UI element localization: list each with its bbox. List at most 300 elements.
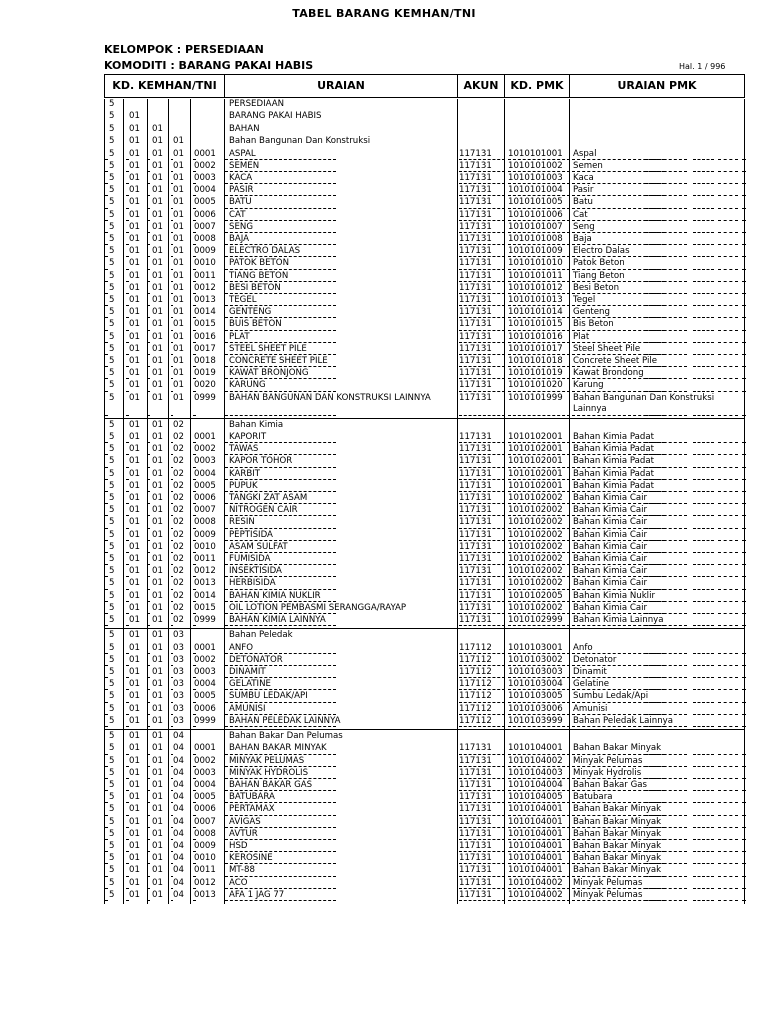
row-rule bbox=[148, 378, 150, 379]
cell: Bahan Bakar Minyak bbox=[573, 828, 662, 839]
cell: 03 bbox=[173, 715, 184, 726]
cell: 117112 bbox=[459, 642, 492, 653]
row-rule bbox=[718, 159, 738, 160]
row-rule bbox=[225, 625, 336, 626]
row-rule bbox=[126, 714, 129, 715]
cell: 02 bbox=[173, 554, 184, 564]
cell: 117131 bbox=[459, 541, 492, 552]
row-rule bbox=[459, 256, 505, 257]
row-rule bbox=[508, 305, 570, 306]
cell: 02 bbox=[173, 590, 184, 601]
cell: 0002 bbox=[194, 755, 216, 766]
cell: 01 bbox=[152, 792, 163, 803]
cell: BAHAN PELEDAK LAINNYA bbox=[229, 715, 341, 726]
cell: 5 bbox=[109, 630, 115, 641]
table-row bbox=[104, 469, 768, 481]
row-rule bbox=[572, 702, 687, 703]
row-rule bbox=[225, 467, 336, 468]
row-rule bbox=[693, 293, 714, 294]
cell: 117131 bbox=[459, 331, 492, 342]
row-rule bbox=[508, 293, 570, 294]
row-rule bbox=[693, 888, 714, 889]
row-rule bbox=[225, 714, 336, 715]
row-rule bbox=[718, 778, 738, 779]
row-rule bbox=[148, 442, 150, 443]
cell: 01 bbox=[173, 136, 184, 147]
column-line bbox=[224, 99, 225, 904]
row-rule bbox=[459, 888, 505, 889]
cell: 5 bbox=[109, 480, 115, 491]
cell: 5 bbox=[109, 295, 115, 305]
cell: 5 bbox=[109, 642, 115, 653]
table-row bbox=[104, 829, 768, 841]
cell: SENG bbox=[229, 221, 253, 232]
cell: 1010104002 bbox=[508, 877, 563, 888]
table-row bbox=[104, 804, 768, 816]
row-rule bbox=[459, 702, 505, 703]
row-rule bbox=[148, 665, 150, 666]
row-rule bbox=[126, 515, 129, 516]
row-rule bbox=[126, 330, 129, 331]
cell: Minyak Pelumas bbox=[573, 755, 643, 766]
cell: Batubara bbox=[573, 792, 613, 803]
cell: 0020 bbox=[194, 380, 216, 391]
row-rule bbox=[718, 354, 738, 355]
row-rule bbox=[126, 778, 129, 779]
cell: 01 bbox=[129, 356, 140, 366]
row-rule bbox=[693, 839, 714, 840]
cell: 01 bbox=[129, 295, 140, 305]
cell: 01 bbox=[129, 234, 140, 244]
row-rule bbox=[459, 467, 505, 468]
row-rule bbox=[508, 851, 570, 852]
cell: 04 bbox=[173, 731, 184, 741]
cell: 04 bbox=[173, 865, 184, 876]
cell: 01 bbox=[129, 444, 140, 455]
row-rule bbox=[225, 827, 336, 828]
cell: 01 bbox=[152, 517, 163, 528]
row-rule bbox=[225, 653, 336, 654]
row-rule bbox=[126, 220, 129, 221]
row-rule bbox=[572, 790, 687, 791]
table-row bbox=[104, 716, 768, 728]
row-rule bbox=[148, 900, 150, 901]
cell: ELECTRO DALAS bbox=[229, 246, 301, 257]
row-rule bbox=[193, 281, 196, 282]
cell: 01 bbox=[152, 780, 163, 790]
cell: 1010103006 bbox=[508, 703, 563, 714]
row-rule bbox=[171, 503, 173, 504]
row-rule bbox=[148, 876, 150, 877]
cell: 1010102002 bbox=[508, 554, 563, 564]
row-rule bbox=[126, 876, 129, 877]
cell: 1010102001 bbox=[508, 480, 563, 491]
cell: Tegel bbox=[573, 295, 596, 305]
group-header-row bbox=[104, 136, 768, 148]
cell: 1010101013 bbox=[508, 295, 563, 305]
row-rule bbox=[171, 815, 173, 816]
header-uraian-pmk: URAIAN PMK bbox=[617, 79, 697, 92]
row-rule bbox=[572, 491, 687, 492]
row-rule bbox=[193, 528, 196, 529]
table-row bbox=[104, 246, 768, 258]
row-rule bbox=[148, 564, 150, 565]
row-rule bbox=[126, 503, 129, 504]
cell: 117131 bbox=[459, 368, 492, 379]
row-rule bbox=[225, 589, 336, 590]
row-rule bbox=[693, 790, 714, 791]
row-rule bbox=[193, 208, 196, 209]
row-rule bbox=[718, 625, 738, 626]
row-rule bbox=[459, 159, 505, 160]
row-rule bbox=[693, 802, 714, 803]
cell: 5 bbox=[109, 877, 115, 888]
row-rule bbox=[718, 802, 738, 803]
table-row bbox=[104, 554, 768, 566]
row-rule bbox=[459, 790, 505, 791]
row-rule bbox=[508, 515, 570, 516]
row-rule bbox=[171, 330, 173, 331]
row-rule bbox=[508, 552, 570, 553]
cell: 01 bbox=[152, 841, 163, 851]
cell: 01 bbox=[152, 148, 163, 159]
cell: 01 bbox=[152, 828, 163, 839]
row-rule bbox=[225, 702, 336, 703]
cell: 117131 bbox=[459, 493, 492, 503]
row-rule bbox=[718, 479, 738, 480]
row-rule bbox=[193, 876, 196, 877]
row-rule bbox=[171, 839, 173, 840]
cell: Bahan Kimia bbox=[229, 419, 284, 430]
row-rule bbox=[126, 159, 129, 160]
table-row bbox=[104, 817, 768, 829]
row-rule bbox=[508, 171, 570, 172]
group-header-row bbox=[104, 630, 768, 642]
cell: BUIS BETON bbox=[229, 319, 282, 330]
row-rule bbox=[225, 378, 336, 379]
row-rule bbox=[572, 293, 687, 294]
row-rule bbox=[508, 528, 570, 529]
cell: 0008 bbox=[194, 517, 216, 528]
row-rule bbox=[693, 625, 714, 626]
column-line bbox=[123, 99, 124, 904]
row-rule bbox=[193, 677, 196, 678]
cell: 01 bbox=[152, 246, 163, 257]
cell: 117131 bbox=[459, 356, 492, 366]
cell: 01 bbox=[129, 715, 140, 726]
row-rule bbox=[193, 354, 196, 355]
row-rule bbox=[193, 900, 196, 901]
row-rule bbox=[508, 726, 570, 727]
row-rule bbox=[193, 851, 196, 852]
row-rule bbox=[148, 195, 150, 196]
column-line bbox=[168, 99, 169, 904]
cell: 5 bbox=[109, 780, 115, 790]
row-rule bbox=[508, 827, 570, 828]
cell: Bahan Kimia Lainnya bbox=[573, 615, 664, 625]
row-rule bbox=[572, 589, 687, 590]
row-rule bbox=[645, 479, 665, 480]
row-rule bbox=[718, 195, 738, 196]
row-rule bbox=[148, 714, 150, 715]
row-rule bbox=[645, 305, 665, 306]
cell: 5 bbox=[109, 111, 115, 122]
row-rule bbox=[193, 766, 196, 767]
row-rule bbox=[459, 528, 505, 529]
row-rule bbox=[459, 515, 505, 516]
row-rule bbox=[718, 342, 738, 343]
row-rule bbox=[508, 354, 570, 355]
row-rule bbox=[693, 515, 714, 516]
cell: 117131 bbox=[459, 197, 492, 208]
row-rule bbox=[572, 195, 687, 196]
row-rule bbox=[148, 330, 150, 331]
row-rule bbox=[572, 576, 687, 577]
cell: 0007 bbox=[194, 221, 216, 232]
row-rule bbox=[508, 208, 570, 209]
row-rule bbox=[572, 900, 687, 901]
cell: 117131 bbox=[459, 792, 492, 803]
cell: PEPTISIDA bbox=[229, 529, 273, 540]
row-rule bbox=[225, 677, 336, 678]
cell: 01 bbox=[129, 780, 140, 790]
cell: Lainnya bbox=[573, 403, 607, 414]
cell: 0005 bbox=[194, 197, 216, 208]
table-row bbox=[104, 197, 768, 209]
cell: Plat bbox=[573, 331, 590, 342]
cell: Concrete Sheet Pile bbox=[573, 356, 658, 366]
cell: 01 bbox=[152, 307, 163, 318]
row-rule bbox=[645, 195, 665, 196]
row-rule bbox=[225, 415, 336, 416]
cell: 117131 bbox=[459, 380, 492, 391]
row-rule bbox=[225, 601, 336, 602]
row-rule bbox=[645, 827, 665, 828]
row-rule bbox=[126, 766, 129, 767]
row-rule bbox=[148, 467, 150, 468]
cell: ACO bbox=[229, 877, 248, 888]
row-rule bbox=[693, 269, 714, 270]
cell: 01 bbox=[129, 480, 140, 491]
table-header bbox=[104, 74, 745, 98]
cell: 117131 bbox=[459, 234, 492, 244]
row-rule bbox=[193, 863, 196, 864]
table-row bbox=[104, 691, 768, 703]
row-rule bbox=[693, 528, 714, 529]
row-rule bbox=[572, 244, 687, 245]
row-rule bbox=[718, 330, 738, 331]
cell: 01 bbox=[152, 432, 163, 442]
cell: 1010102002 bbox=[508, 578, 563, 589]
cell: 117131 bbox=[459, 804, 492, 815]
cell: 5 bbox=[109, 804, 115, 815]
page-number: Hal. 1 / 996 bbox=[679, 62, 726, 71]
row-rule bbox=[193, 601, 196, 602]
row-rule bbox=[693, 281, 714, 282]
cell: 0012 bbox=[194, 566, 216, 577]
table-row bbox=[104, 149, 768, 161]
row-rule bbox=[645, 183, 665, 184]
row-rule bbox=[148, 827, 150, 828]
row-rule bbox=[572, 613, 687, 614]
row-rule bbox=[148, 851, 150, 852]
cell: 01 bbox=[152, 319, 163, 330]
row-rule bbox=[718, 305, 738, 306]
row-rule bbox=[693, 863, 714, 864]
row-rule bbox=[718, 442, 738, 443]
cell: 5 bbox=[109, 517, 115, 528]
row-rule bbox=[572, 851, 687, 852]
cell: 01 bbox=[129, 615, 140, 625]
row-rule bbox=[645, 366, 665, 367]
cell: 01 bbox=[152, 615, 163, 625]
row-rule bbox=[459, 366, 505, 367]
cell: 01 bbox=[152, 889, 163, 900]
cell: 117131 bbox=[459, 209, 492, 220]
row-rule bbox=[148, 503, 150, 504]
cell: 04 bbox=[173, 853, 184, 864]
row-rule bbox=[459, 454, 505, 455]
cell: 5 bbox=[109, 554, 115, 564]
cell: 01 bbox=[152, 877, 163, 888]
row-rule bbox=[645, 766, 665, 767]
cell: Amunisi bbox=[573, 703, 608, 714]
cell: 117131 bbox=[459, 221, 492, 232]
cell: Bahan Kimia Padat bbox=[573, 456, 654, 467]
cell: 117131 bbox=[459, 456, 492, 467]
row-rule bbox=[126, 754, 129, 755]
row-rule bbox=[645, 815, 665, 816]
cell: 117112 bbox=[459, 703, 492, 714]
cell: TAWAS bbox=[229, 444, 259, 455]
row-rule bbox=[508, 815, 570, 816]
cell: 1010104004 bbox=[508, 780, 563, 790]
cell: 01 bbox=[152, 602, 163, 613]
row-rule bbox=[148, 613, 150, 614]
row-rule bbox=[718, 900, 738, 901]
cell: 03 bbox=[173, 630, 184, 641]
row-rule bbox=[459, 589, 505, 590]
cell: 04 bbox=[173, 816, 184, 827]
cell: 117131 bbox=[459, 578, 492, 589]
table-row bbox=[104, 210, 768, 222]
table-row bbox=[104, 756, 768, 768]
row-rule bbox=[171, 653, 173, 654]
cell: 03 bbox=[173, 642, 184, 653]
cell: 117131 bbox=[459, 853, 492, 864]
row-rule bbox=[718, 888, 738, 889]
table-row bbox=[104, 444, 768, 456]
cell: 01 bbox=[152, 630, 163, 641]
row-rule bbox=[693, 815, 714, 816]
row-rule bbox=[459, 564, 505, 565]
row-rule bbox=[718, 863, 738, 864]
cell: 1010103001 bbox=[508, 642, 563, 653]
cell: 5 bbox=[109, 368, 115, 379]
cell: 01 bbox=[173, 282, 184, 293]
row-rule bbox=[572, 330, 687, 331]
cell: 0011 bbox=[194, 865, 216, 876]
row-rule bbox=[572, 515, 687, 516]
row-rule bbox=[645, 653, 665, 654]
cell: 03 bbox=[173, 703, 184, 714]
cell: 5 bbox=[109, 615, 115, 625]
cell: 1010101005 bbox=[508, 197, 563, 208]
row-rule bbox=[645, 528, 665, 529]
row-rule bbox=[225, 564, 336, 565]
cell: 0999 bbox=[194, 615, 216, 625]
row-rule bbox=[508, 677, 570, 678]
cell: 1010102002 bbox=[508, 541, 563, 552]
cell: 01 bbox=[152, 804, 163, 815]
cell: 01 bbox=[129, 755, 140, 766]
row-rule bbox=[572, 665, 687, 666]
cell: 1010101010 bbox=[508, 258, 563, 269]
row-rule bbox=[126, 653, 129, 654]
row-rule bbox=[126, 613, 129, 614]
row-rule bbox=[171, 863, 173, 864]
cell: 117131 bbox=[459, 319, 492, 330]
row-rule bbox=[126, 305, 129, 306]
cell: Bahan Kimia Cair bbox=[573, 554, 648, 564]
cell: 01 bbox=[129, 792, 140, 803]
row-rule bbox=[193, 702, 196, 703]
row-rule bbox=[693, 454, 714, 455]
row-rule bbox=[572, 503, 687, 504]
cell: 01 bbox=[152, 865, 163, 876]
group-separator bbox=[104, 628, 745, 629]
table-row bbox=[104, 591, 768, 603]
cell: Bahan Kimia Cair bbox=[573, 602, 648, 613]
row-rule bbox=[193, 839, 196, 840]
cell: 0017 bbox=[194, 343, 216, 354]
cell: 5 bbox=[109, 432, 115, 442]
table-row bbox=[104, 356, 768, 368]
row-rule bbox=[126, 491, 129, 492]
row-rule bbox=[572, 183, 687, 184]
row-rule bbox=[171, 305, 173, 306]
row-rule bbox=[645, 778, 665, 779]
row-rule bbox=[225, 195, 336, 196]
row-rule bbox=[171, 552, 173, 553]
cell: 117131 bbox=[459, 258, 492, 269]
cell: 117131 bbox=[459, 755, 492, 766]
row-rule bbox=[148, 702, 150, 703]
cell: 5 bbox=[109, 419, 115, 430]
cell: 0013 bbox=[194, 578, 216, 589]
table-row bbox=[104, 493, 768, 505]
row-rule bbox=[148, 515, 150, 516]
row-rule bbox=[148, 305, 150, 306]
row-rule bbox=[193, 613, 196, 614]
row-rule bbox=[193, 269, 196, 270]
row-rule bbox=[193, 442, 196, 443]
cell: 01 bbox=[152, 529, 163, 540]
cell: 01 bbox=[129, 667, 140, 677]
cell: MINYAK PELUMAS bbox=[229, 755, 305, 766]
cell: 01 bbox=[152, 667, 163, 677]
row-rule bbox=[508, 689, 570, 690]
cell: PERTAMAX bbox=[229, 804, 275, 815]
cell: 1010103002 bbox=[508, 654, 563, 665]
row-rule bbox=[508, 330, 570, 331]
row-rule bbox=[459, 220, 505, 221]
header-uraian: URAIAN bbox=[225, 75, 458, 97]
cell: 01 bbox=[129, 590, 140, 601]
cell: KEROSINE bbox=[229, 853, 273, 864]
row-rule bbox=[645, 354, 665, 355]
row-rule bbox=[459, 778, 505, 779]
